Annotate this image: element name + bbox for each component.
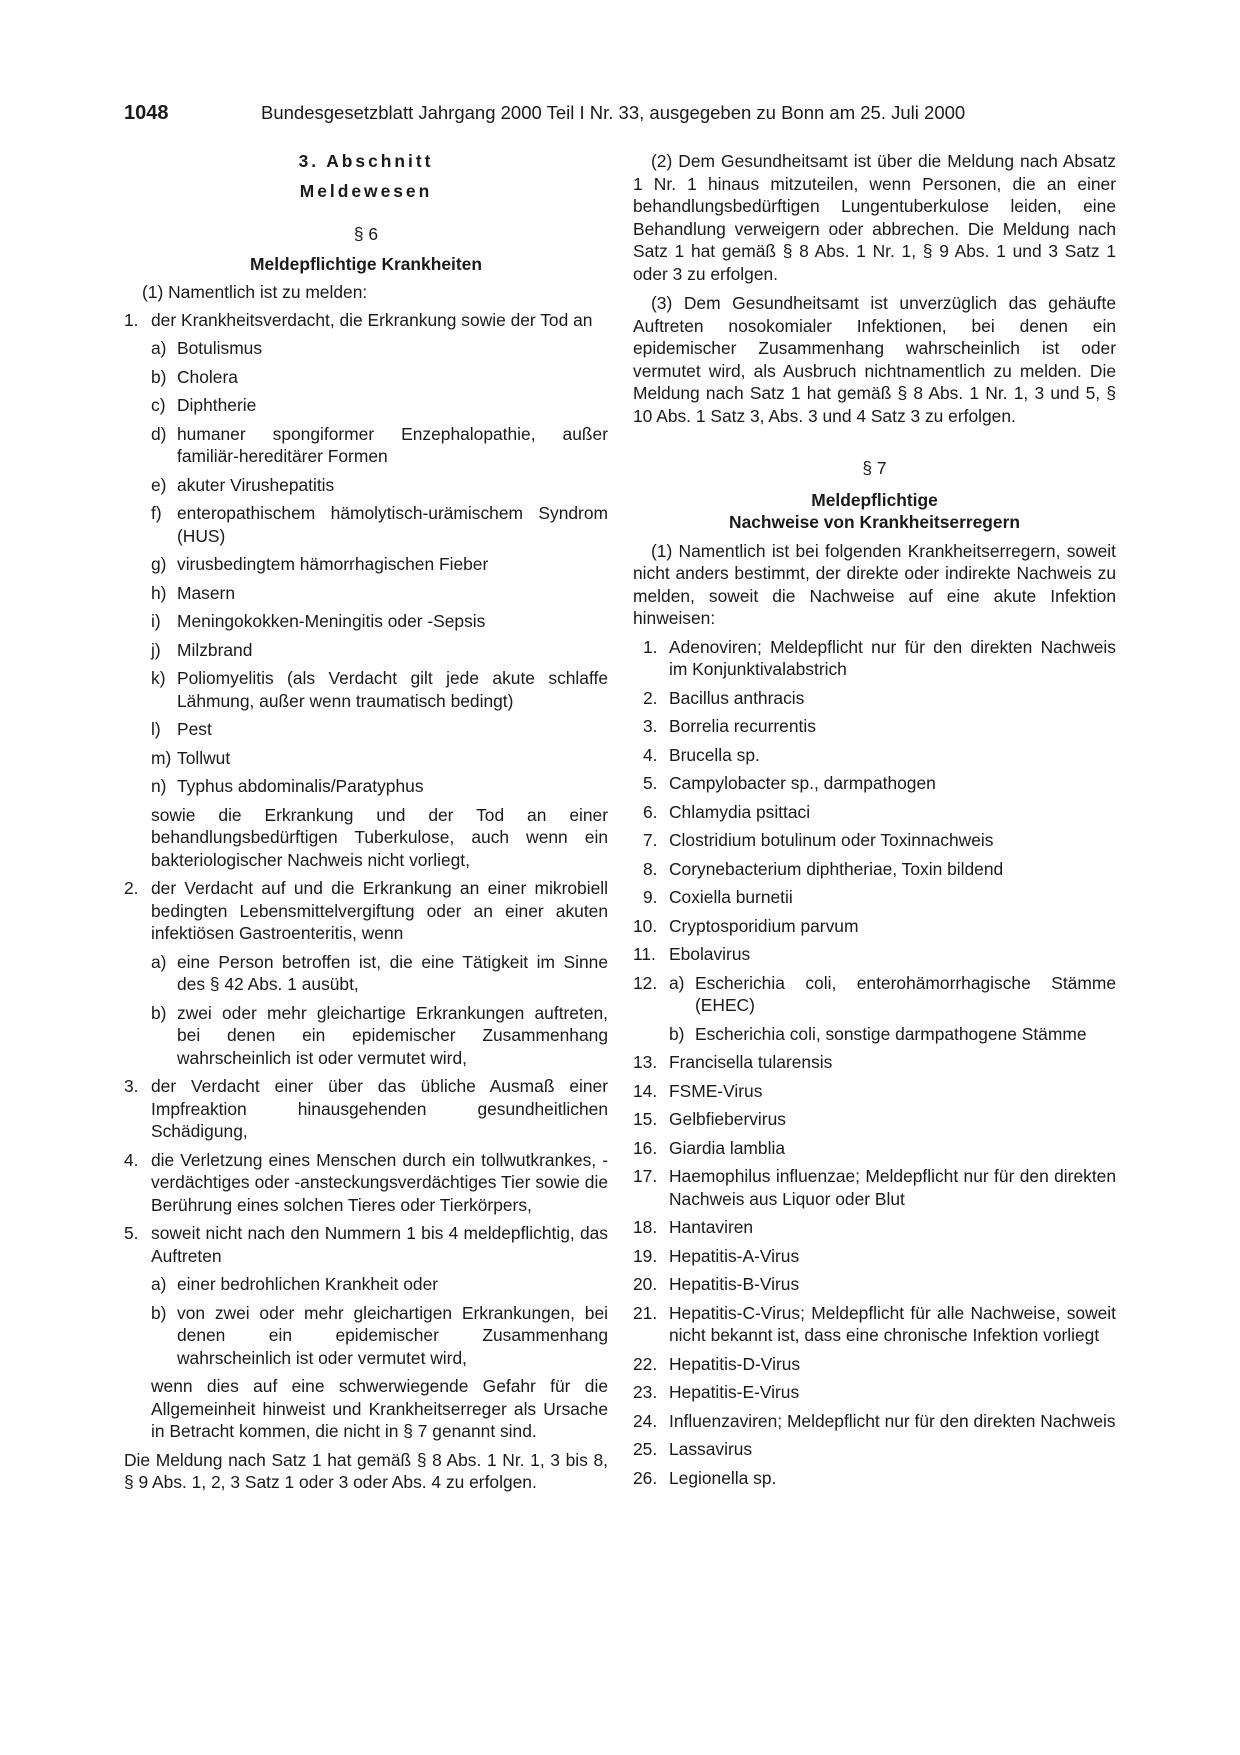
sub-item: m) Tollwut bbox=[151, 747, 231, 768]
list-item: 5. Campylobacter sp., darmpathogen bbox=[643, 773, 936, 793]
running-head: Bundesgesetzblatt Jahrgang 2000 Teil I Nr. 33, ausgegeben zu Bonn am 25. Juli 2000 bbox=[261, 102, 966, 123]
list-item: 19. Hepatitis-A-Virus bbox=[633, 1245, 800, 1266]
list-item: 8. Corynebacterium diphtheriae, Toxin bildend bbox=[643, 858, 1004, 879]
sub-item: c) Diphtherie bbox=[151, 395, 257, 415]
chapter-title: Meldewesen bbox=[299, 180, 433, 201]
sub-item: d) humaner spongiformer Enzephalopathie, außer familiär-hereditärer Formen bbox=[151, 423, 608, 466]
list-item: 21. Hepatitis-C-Virus; Meldepflicht für alle Nachweise, soweit nicht bekannt ist, dass eine chronische Infektion vorliegt bbox=[633, 1302, 1116, 1345]
sub-item: j) Milzbrand bbox=[151, 639, 253, 660]
list-item: 18. Hantaviren bbox=[633, 1217, 754, 1237]
section-title: Meldepflichtige Krankheiten bbox=[250, 253, 482, 274]
section-title-line-1: Meldepflichtige bbox=[811, 489, 938, 510]
sub-item: b) Escherichia coli, sonstige darmpathogene Stämme bbox=[669, 1023, 1087, 1044]
page-number: 1048 bbox=[124, 102, 169, 124]
list-item: 24. Influenzaviren; Meldepflicht nur für den direkten Nachweis bbox=[633, 1410, 1116, 1431]
sub-item: l) Pest bbox=[151, 719, 212, 739]
sub-item: f) enteropathischem hämolytisch-urämischem Syndrom (HUS) bbox=[151, 503, 608, 546]
sub-item: a) einer bedrohlichen Krankheit oder bbox=[151, 1274, 439, 1294]
sub-item: h) Masern bbox=[151, 582, 235, 603]
section-title-line-2: Nachweise von Krankheitserregern bbox=[729, 512, 1020, 532]
page-header bbox=[124, 100, 1124, 130]
list-item: 10. Cryptosporidium parvum bbox=[633, 915, 859, 936]
right-column bbox=[633, 150, 1116, 1495]
closing-sentence: Die Meldung nach Satz 1 hat gemäß § 8 Abs. 1 Nr. 1, 3 bis 8, § 9 Abs. 1, 2, 3 Satz 1 oder 3 oder Abs. 4 zu erfolgen. bbox=[124, 1449, 608, 1492]
list-item: 4. Brucella sp. bbox=[643, 744, 760, 765]
sub-item: i) Meningokokken-Meningitis oder -Sepsis bbox=[151, 611, 486, 631]
sub-item: g) virusbedingtem hämorrhagischen Fieber bbox=[151, 554, 489, 574]
list-item: 1. Adenoviren; Meldepflicht nur für den direkten Nachweis im Konjunktivalabstrich bbox=[643, 636, 1116, 679]
paragraph-intro: (1) Namentlich ist zu melden: bbox=[142, 282, 368, 302]
list-item: 5. soweit nicht nach den Nummern 1 bis 4 meldepflichtig, das Auftreten bbox=[124, 1223, 608, 1266]
sub-item: b) zwei oder mehr gleichartige Erkrankungen auftreten, bei denen ein epidemischer Zusammenhang wahrscheinlich ist oder vermutet wird, bbox=[151, 1002, 608, 1068]
section-number: § 6 bbox=[353, 224, 379, 244]
list-item: 2. Bacillus anthracis bbox=[643, 687, 805, 708]
item-continuation: wenn dies auf eine schwerwiegende Gefahr für die Allgemeinheit hinweist und Krankheitserreger als Ursache in Betracht kommen, die nicht in § 7 genannt sind. bbox=[151, 1376, 608, 1441]
list-item: 4. die Verletzung eines Menschen durch ein tollwutkrankes, -verdächtiges oder -ansteckungsverdächtiges Tier sowie die Berührung eines solchen Tieres oder Tierkörpers, bbox=[124, 1149, 608, 1215]
paragraph-3: (3) Dem Gesundheitsamt ist unverzüglich das gehäufte Auftreten nosokomialer Infektionen, bei denen ein epidemischer Zusammenhang wahrscheinlich ist oder vermutet wird, als Ausbruch nichtnamentlich zu melden. Die Meldung nach Satz 1 hat gemäß § 8 Abs. 1 Nr. 1, 3 und 5, § 10 Abs. 1 Satz 3, Abs. 3 und 4 Satz 3 zu erfolgen. bbox=[633, 293, 1116, 426]
list-item: 12. a) Escherichia coli, enterohämorrhagische Stämme (EHEC) bbox=[633, 972, 1116, 1015]
list-item: 14. FSME-Virus bbox=[633, 1080, 763, 1101]
paragraph-intro: (1) Namentlich ist bei folgenden Krankheitserregern, soweit nicht anders bestimmt, der direkte oder indirekte Nachweis zu melden, soweit die Nachweise auf eine akute Infektion hinweisen: bbox=[633, 540, 1116, 628]
sub-item: a) eine Person betroffen ist, die eine Tätigkeit im Sinne des § 42 Abs. 1 ausübt, bbox=[151, 951, 608, 994]
list-item: 7. Clostridium botulinum oder Toxinnachweis bbox=[643, 830, 994, 850]
section-number: § 7 bbox=[862, 458, 887, 478]
list-item: 11. Ebolavirus bbox=[633, 944, 751, 964]
sub-item: e) akuter Virushepatitis bbox=[151, 474, 335, 495]
item-number: 1. bbox=[124, 309, 139, 330]
list-item: 25. Lassavirus bbox=[633, 1439, 753, 1459]
list-item: 2. der Verdacht auf und die Erkrankung an einer mikrobiell bedingten Lebensmittelvergiftung oder an einer akuten infektiösen Gastroenteritis, wenn bbox=[124, 878, 608, 943]
list-item: 3. der Verdacht einer über das übliche Ausmaß einer Impfreaktion hinausgehenden gesundheitlichen Schädigung, bbox=[124, 1076, 608, 1141]
left-column bbox=[124, 150, 608, 1494]
sub-item: k) Poliomyelitis (als Verdacht gilt jede akute schlaffe Lähmung, außer wenn traumatisch bedingt) bbox=[151, 668, 608, 711]
list-item: 9. Coxiella burnetii bbox=[643, 887, 793, 907]
list-item: 3. Borrelia recurrentis bbox=[643, 716, 816, 736]
list-item: 6. Chlamydia psittaci bbox=[643, 801, 811, 822]
sub-item: a) Botulismus bbox=[151, 338, 263, 358]
list-item: 13. Francisella tularensis bbox=[633, 1052, 833, 1072]
list-item: 20. Hepatitis-B-Virus bbox=[633, 1274, 800, 1294]
list-item: 16. Giardia lamblia bbox=[633, 1137, 785, 1158]
paragraph-2: (2) Dem Gesundheitsamt ist über die Meldung nach Absatz 1 Nr. 1 hinaus mitzuteilen, wenn Personen, die an einer behandlungsbedürftigen Lungentuberkulose leiden, eine Behandlung verweigern oder abbrechen. Die Meldung nach Satz 1 hat gemäß § 8 Abs. 1 Nr. 1, § 9 Abs. 1 und 3 Satz 1 oder 3 zu erfolgen. bbox=[633, 151, 1116, 284]
list-item: 23. Hepatitis-E-Virus bbox=[633, 1382, 800, 1402]
list-item: 15. Gelbfiebervirus bbox=[633, 1109, 786, 1129]
item-text: der Krankheitsverdacht, die Erkrankung sowie der Tod an bbox=[151, 309, 593, 330]
list-item: 22. Hepatitis-D-Virus bbox=[633, 1353, 801, 1374]
sub-item: b) Cholera bbox=[151, 366, 238, 387]
list-item bbox=[124, 309, 608, 332]
list-item: 26. Legionella sp. bbox=[633, 1467, 777, 1488]
sub-item: b) von zwei oder mehr gleichartigen Erkrankungen, bei denen ein epidemischer Zusammenhang wahrscheinlich ist oder vermutet wird, bbox=[151, 1302, 608, 1368]
sub-item: n) Typhus abdominalis/Paratyphus bbox=[151, 776, 424, 796]
item-continuation: sowie die Erkrankung und der Tod an einer behandlungsbedürftigen Tuberkulose, auch wenn ein bakteriologischer Nachweis nicht vorliegt, bbox=[151, 804, 608, 870]
list-item: 17. Haemophilus influenzae; Meldepflicht nur für den direkten Nachweis aus Liquor oder Blut bbox=[633, 1166, 1116, 1209]
chapter-number: 3. Abschnitt bbox=[298, 151, 434, 171]
